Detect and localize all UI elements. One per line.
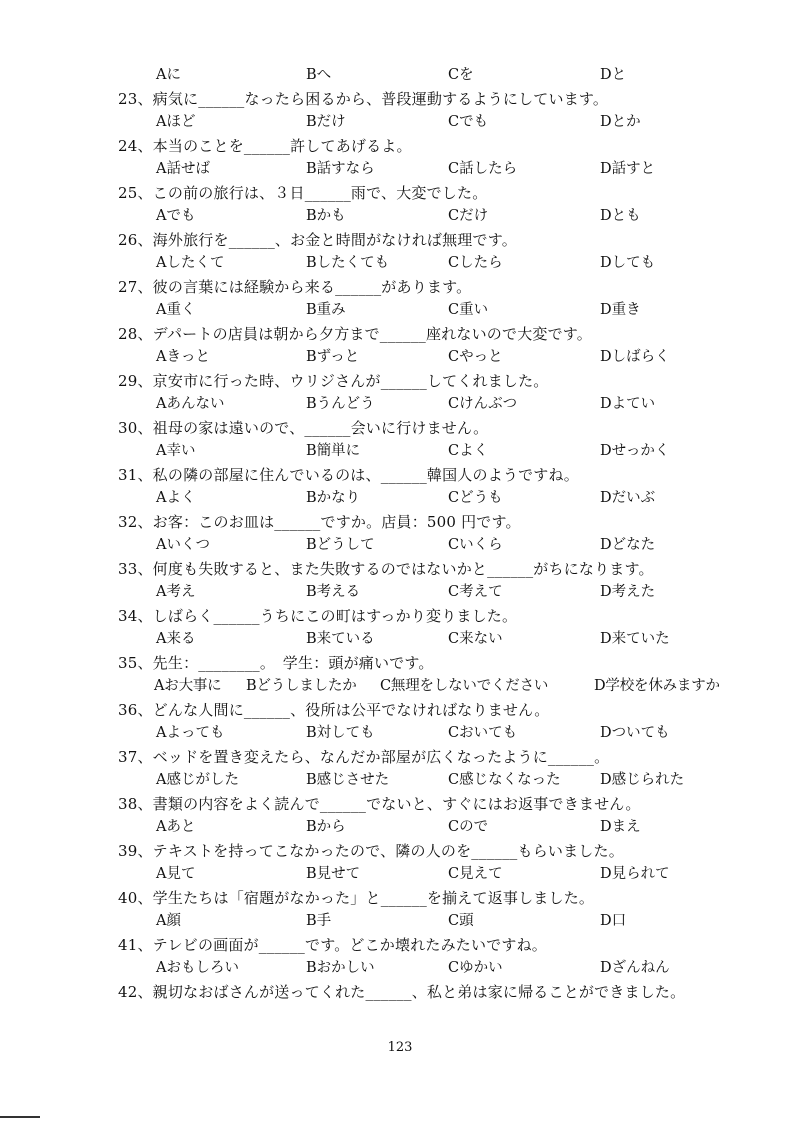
option-a: A幸い — [156, 443, 196, 459]
option-b: Bうんどう — [306, 396, 375, 412]
answer-options — [118, 675, 758, 699]
option-a: Aほど — [156, 114, 196, 130]
option-b: Bへ — [306, 67, 332, 83]
option-d: Dと — [600, 67, 627, 83]
answer-options — [118, 346, 758, 370]
option-b: Bずっと — [306, 349, 360, 365]
option-a: A考え — [156, 584, 196, 600]
question-line: 33、何度も失敗すると、また失敗するのではないかと______がちになります。 — [118, 559, 654, 578]
answer-options — [118, 111, 758, 135]
option-b: B簡単に — [306, 443, 361, 459]
question-line: 36、どんな人間に______、役所は公平でなければなりません。 — [118, 700, 550, 719]
question-line: 38、書類の内容をよく読んで______でないと、すぐにはお返事できません。 — [118, 794, 641, 813]
option-a: A感じがした — [156, 772, 239, 788]
option-b: Bおかしい — [306, 960, 375, 976]
option-b: B感じさせた — [306, 772, 390, 788]
page-number: 123 — [387, 1040, 413, 1055]
option-c: Cおいても — [448, 725, 518, 741]
option-b: Bだけ — [306, 114, 346, 130]
option-c: Cので — [448, 819, 489, 835]
answer-options — [118, 158, 758, 182]
option-c: Cやっと — [448, 349, 503, 365]
option-b: B重み — [306, 302, 346, 318]
answer-options — [118, 252, 758, 276]
option-d: D見られて — [600, 866, 670, 882]
answer-options — [118, 581, 758, 605]
option-c: C無理をしないでください — [380, 678, 549, 694]
question-line: 29、京安市に行った時、ウリジさんが______してくれました。 — [118, 371, 549, 390]
option-c: Cだけ — [448, 208, 489, 224]
option-d: Dとか — [600, 114, 641, 130]
option-a: Aよく — [156, 490, 196, 506]
option-b: B見せて — [306, 866, 361, 882]
option-a: Aお大事に — [154, 678, 222, 694]
option-b: B来ている — [306, 631, 375, 647]
option-b: Bから — [306, 819, 346, 835]
option-d: D学校を休みますか — [594, 678, 720, 694]
option-d: Dだいぶ — [600, 490, 656, 506]
option-c: Cいくら — [448, 537, 503, 553]
question-line: 39、テキストを持ってこなかったので、隣の人のを______もらいました。 — [118, 841, 624, 860]
option-c: Cを — [448, 67, 474, 83]
option-c: C考えて — [448, 584, 503, 600]
option-b: Bどうしましたか — [246, 678, 357, 694]
option-b: Bどうして — [306, 537, 375, 553]
option-d: Dどなた — [600, 537, 656, 553]
answer-options — [118, 722, 758, 746]
option-d: D感じられた — [600, 772, 685, 788]
option-c: Cけんぶつ — [448, 396, 518, 412]
question-line: 24、本当のことを______許してあげるよ。 — [118, 136, 412, 155]
answer-options — [118, 816, 758, 840]
answer-options — [118, 769, 758, 793]
question-line: 40、学生たちは「宿題がなかった」と______を揃えて返事しました。 — [118, 888, 595, 907]
option-a: A重く — [156, 302, 196, 318]
option-d: Dざんねん — [600, 960, 670, 976]
answer-options — [118, 863, 758, 887]
option-a: Aでも — [156, 208, 196, 224]
option-a: Aあんない — [156, 396, 225, 412]
option-d: Dとも — [600, 208, 641, 224]
option-a: Aに — [156, 67, 181, 83]
option-c: Cよく — [448, 443, 489, 459]
answer-options — [118, 628, 758, 652]
question-line: 27、彼の言葉には経験から来る______があります。 — [118, 277, 472, 296]
option-d: D話すと — [600, 161, 656, 177]
option-a: Aいくつ — [156, 537, 210, 553]
option-d: Dしても — [600, 255, 656, 271]
option-a: A見て — [156, 866, 196, 882]
option-b: B手 — [306, 913, 332, 929]
option-c: C頭 — [448, 913, 474, 929]
answer-options — [118, 957, 758, 981]
question-line: 41、テレビの画面が______です。どこか壊れたみたいですね。 — [118, 935, 547, 954]
option-b: Bしたくても — [306, 255, 390, 271]
question-line: 28、デパートの店員は朝から夕方まで______座れないので大変です。 — [118, 324, 592, 343]
option-a: Aしたくて — [156, 255, 225, 271]
option-c: C感じなくなった — [448, 772, 561, 788]
question-line: 31、私の隣の部屋に住んでいるのは、______韓国人のようですね。 — [118, 465, 579, 484]
question-line: 37、ベッドを置き変えたら、なんだか部屋が広くなったように______。 — [118, 747, 610, 766]
answer-options — [118, 299, 758, 323]
answer-options — [118, 487, 758, 511]
option-d: Dせっかく — [600, 443, 670, 459]
option-d: Dしばらく — [600, 349, 670, 365]
option-c: C重い — [448, 302, 489, 318]
question-line: 32、お客：このお皿は______ですか。店員：500 円です。 — [118, 512, 521, 531]
option-a: Aきっと — [156, 349, 210, 365]
option-d: D来ていた — [600, 631, 670, 647]
question-line: 42、親切なおばさんが送ってくれた______、私と弟は家に帰ることができました。 — [118, 982, 686, 1001]
option-b: B考える — [306, 584, 361, 600]
option-b: Bかなり — [306, 490, 361, 506]
option-d: Dよてい — [600, 396, 656, 412]
option-d: D重き — [600, 302, 641, 318]
question-list — [118, 64, 758, 1004]
question-line: 30、祖母の家は遠いので、______会いに行けません。 — [118, 418, 489, 437]
option-a: Aあと — [156, 819, 196, 835]
option-c: Cしたら — [448, 255, 503, 271]
answer-options — [118, 910, 758, 934]
option-b: B対しても — [306, 725, 375, 741]
answer-options — [118, 205, 758, 229]
answer-options — [118, 64, 758, 88]
answer-options — [118, 534, 758, 558]
option-c: Cでも — [448, 114, 489, 130]
option-b: B話すなら — [306, 161, 375, 177]
margin-line — [0, 1116, 40, 1118]
question-line: 26、海外旅行を______、お金と時間がなければ無理です。 — [118, 230, 517, 249]
question-line: 35、先生：________。 学生：頭が痛いです。 — [118, 653, 434, 672]
option-b: Bかも — [306, 208, 346, 224]
question-line: 23、病気に______なったら困るから、普段運動するようにしています。 — [118, 89, 609, 108]
option-a: Aよっても — [156, 725, 225, 741]
option-c: Cどうも — [448, 490, 503, 506]
option-c: C見えて — [448, 866, 503, 882]
answer-options — [118, 393, 758, 417]
option-d: Dまえ — [600, 819, 641, 835]
answer-options — [118, 440, 758, 464]
option-a: A来る — [156, 631, 196, 647]
option-c: Cゆかい — [448, 960, 503, 976]
option-a: A話せば — [156, 161, 210, 177]
option-a: Aおもしろい — [156, 960, 239, 976]
question-line: 25、この前の旅行は、３日______雨で、大変でした。 — [118, 183, 488, 202]
option-d: Dついても — [600, 725, 670, 741]
question-line: 34、しばらく______うちにこの町はすっかり変りました。 — [118, 606, 518, 625]
option-c: C来ない — [448, 631, 503, 647]
option-d: D口 — [600, 913, 627, 929]
option-a: A顔 — [156, 913, 181, 929]
option-d: D考えた — [600, 584, 656, 600]
option-c: C話したら — [448, 161, 518, 177]
